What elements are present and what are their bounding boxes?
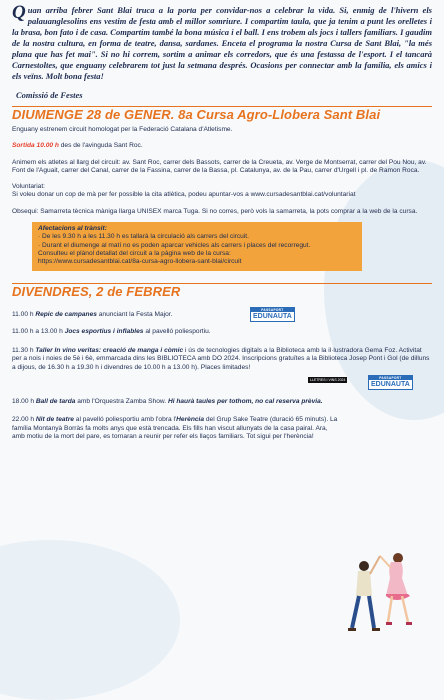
intro-text: uan arriba febrer Sant Blai truca a la porta per convidar-nos a celebrar la vida. Si, enmig de l'hivern els palauanglesolins ens vestim de festa amb el millor somriure. I compartim taula, que ja tenim a punt les orelletes i la brasa, bon fato i de casa. Compartim també la bona música i el ball. I ens trobem als jocs i tallers familiars. I gaudim de la nostra cultura, en forma de teatre, dansa, sardanes. Enceta el programa la nostra Cursa de Sant Blai, "la més plana que has fet mai". Si no hi correm, sortim a animar els corredors, que és una festassa de l'esport. I el tancarà Carnestoltes, que enguany celebrarem tot just la setmana després. Ocasions per connectar amb la família, els amics i els veïns. Molt bona festa! — [12, 5, 432, 81]
background-shape — [0, 540, 180, 700]
event-desc: al pavelló poliesportiu amb l'obra l' — [73, 416, 177, 424]
paragraph: Obsequi: Samarreta tècnica màniga llarga UNISEX marca Tuga. Si no corres, però vols la samarreta, la pots comprar a la web de la cursa. — [12, 207, 418, 215]
paragraph: Enguany estrenem circuit homologat per la Federació Catalana d'Atletisme. — [12, 126, 233, 133]
signature: Comissió de Festes — [16, 90, 83, 100]
event-title: Taller In vino veritas: creació de manga i còmic — [35, 347, 184, 355]
event-desc: anunciant la Festa Major. — [96, 310, 173, 318]
badge-small: PASSAPORT — [251, 308, 294, 312]
event-dance — [12, 398, 432, 406]
event-time: 18.00 h — [12, 398, 36, 406]
event-title: Nit de teatre — [35, 416, 74, 424]
intro-paragraph — [12, 0, 432, 82]
event-theatre — [12, 416, 342, 441]
event-time: 11.00 h — [12, 310, 36, 318]
event-workshop — [12, 347, 432, 372]
badge-big: EDUNAUTA — [253, 312, 292, 320]
event-time: 22.00 h — [12, 416, 36, 424]
edunauta-badge — [250, 307, 295, 322]
event-bell — [12, 311, 432, 319]
text: des de l'avinguda Sant Roc. — [58, 142, 143, 150]
event-desc: i ús de tecnologies digitals a la Biblioteca amb la il·lustradora Gema Foz. Activitat per a nois i noies de 5è i 6è, emmarcada dins les BIBLIOTECA amb DO 2024. Inscripcions gratuïtes a la Biblioteca Josep Pont i Gol (de dilluns a dijous, de 16.30 h a 19.30 h i divendres de 10.00 h a 13.00 h). Places limitades! — [12, 347, 430, 371]
traffic-line: · Durant el diumenge al matí no es poden aparcar vehicles als carrers i places del recorregut. — [38, 241, 311, 249]
event-row — [12, 347, 432, 389]
paragraph: Voluntariat: — [12, 183, 45, 191]
paragraph — [12, 142, 432, 150]
badge-big: EDUNAUTA — [371, 381, 410, 389]
traffic-notice-box — [32, 222, 362, 270]
start-time: Sortida 10.00 h — [12, 142, 59, 150]
event-time: 11.30 h — [12, 347, 36, 355]
section-heading-sunday: DIUMENGE 28 de GENER. 8a Cursa Agro-Llobera Sant Blai — [12, 106, 432, 122]
dancing-couple-illustration — [328, 544, 438, 640]
event-row — [12, 307, 432, 320]
section-heading-friday: DIVENDRES, 2 de FEBRER — [12, 283, 432, 299]
event-title: Jocs esportius i inflables — [64, 327, 144, 335]
edunauta-badge — [368, 375, 413, 390]
event-desc: del Grup Sake Teatre (duració 65 minuts). La família Montanyà Borràs fa molts anys que està trencada. Els fills han viscut allunyats de la casa pairal. Ara, amb motiu de la mort del pare, es tornaran a reunir per refer els llaços familiars. Tot sigui per l'herència! — [12, 416, 338, 440]
event-desc: amb l'Orquestra Zamba Show. — [75, 398, 168, 406]
traffic-notice-title: Afectacions al trànsit: — [38, 225, 107, 233]
event-time: 11.00 h a 13.00 h — [12, 327, 65, 335]
event-title: Ball de tarda — [35, 398, 76, 406]
traffic-line: Consulteu el plànol detallat del circuit a la pàgina web de la cursa: — [38, 249, 231, 257]
event-note: Hi haurà taules per tothom, no cal reserva prèvia. — [167, 398, 323, 406]
event-title: Herència — [176, 416, 205, 424]
volunteer-link-text[interactable]: Si voleu donar un cop de mà per fer possible la cita atlètica, podeu apuntar-vos a www.cursadesantblai.cat/voluntariat — [12, 191, 356, 199]
paragraph: Animem els atletes al llarg del circuit: av. Sant Roc, carrer dels Bassots, carrer de la Creueta, av. Verge de Montserrat, carrer del Pou Nou, av. Font de l'Aguait, carrer del Canal, carrer de la Fassina, carrer de la Bassa, pl. Catalunya, av. de la Pau, carrer d'Urgell i pl. de Ramon Roca. — [12, 158, 427, 174]
event-desc: al pavelló poliesportiu. — [143, 327, 211, 335]
circuit-link[interactable]: https://www.cursadesantblai.cat/8a-cursa-agro-llobera-sant-blai/circuit — [38, 258, 242, 266]
drop-cap: Q — [12, 2, 26, 23]
event-games — [12, 328, 432, 336]
badge-small: PASSAPORT — [369, 376, 412, 380]
lletres-vins-logo: LLETRES I VINS 2024 — [310, 378, 346, 383]
traffic-line: · De les 9.30 h a les 11.30 h es tallarà la circulació als carrers del circuit. — [38, 233, 249, 241]
event-title: Repic de campanes — [35, 310, 97, 318]
